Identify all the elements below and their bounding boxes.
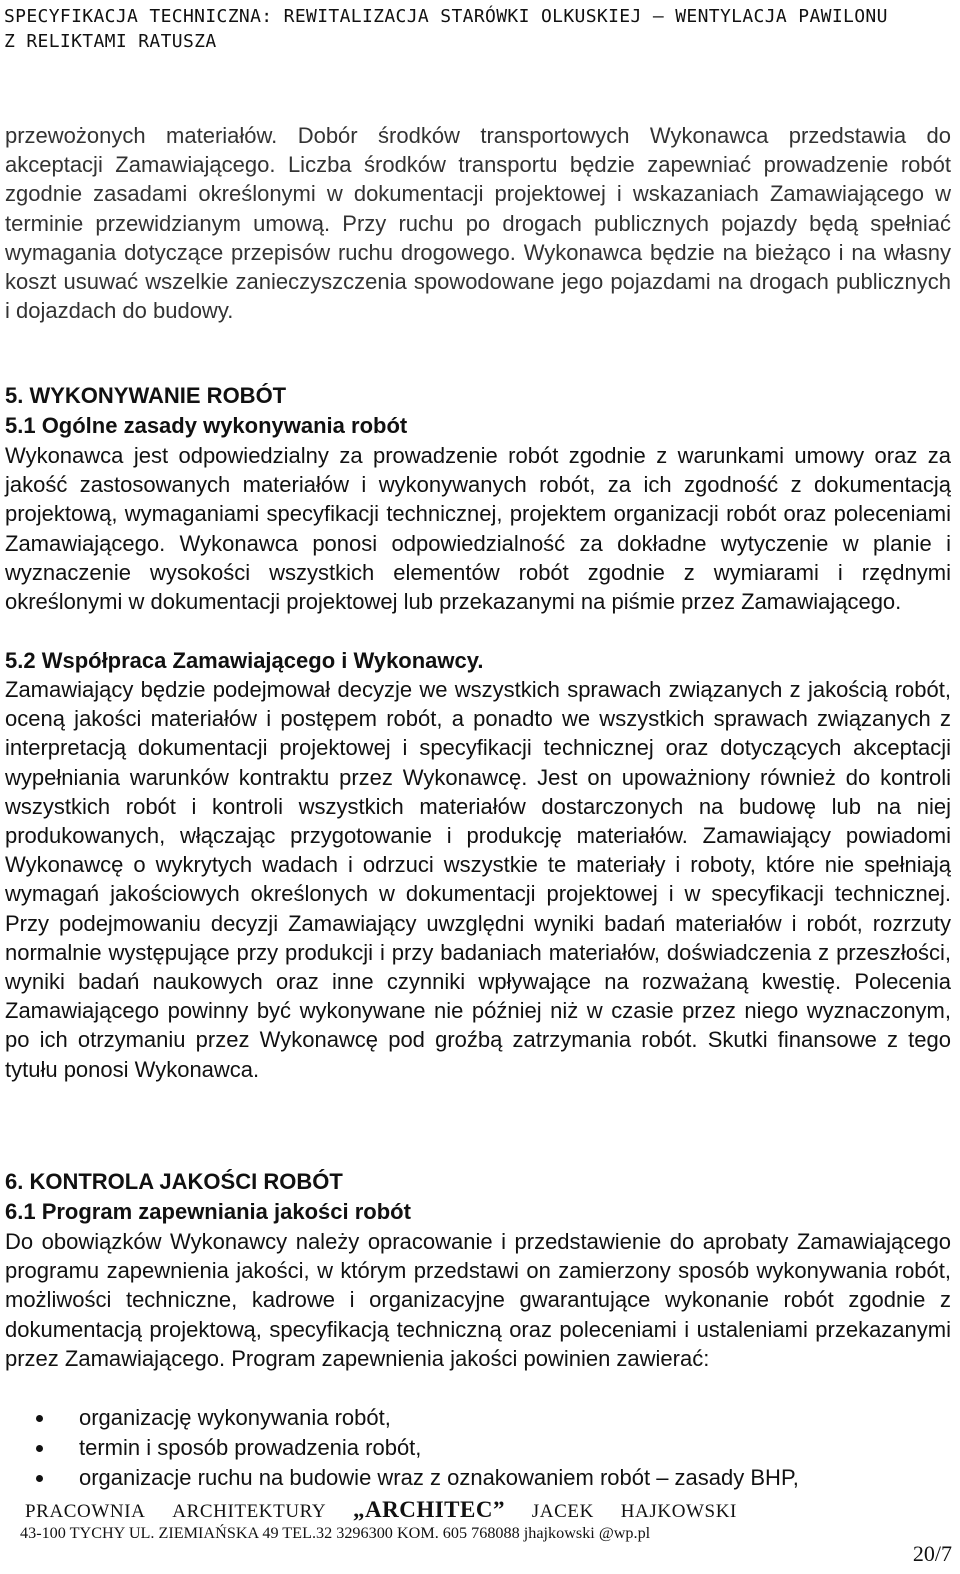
bullet-icon [36, 1415, 43, 1422]
list-item [0, 1433, 799, 1463]
paragraph-transport: przewożonych materiałów. Dobór środków transportowych Wykonawca przedstawia do akceptacji Zamawiającego. Liczba środków transportu będzie zapewniać prowadzenie robót zgodnie zasadami określonymi w dokumentacji projektowej i wskazaniach Zamawiającego w terminie przewidzianym umową. Przy ruchu po drogach publicznych pojazdy będą spełniać wymagania dotyczące przepisów ruchu drogowego. Wykonawca będzie na bieżąco i na własny koszt usuwać wszelkie zanieczyszczenia spowodowane jego pojazdami na drogach publicznych i dojazdach do budowy. [5, 123, 951, 324]
footer-word: PRACOWNIA [25, 1501, 146, 1522]
list-item-text: termin i sposób prowadzenia robót, [79, 1435, 422, 1460]
footer-word: JACEK [531, 1501, 594, 1522]
footer-word: HAJKOWSKI [620, 1501, 737, 1522]
paragraph-quality-program: Do obowiązków Wykonawcy należy opracowanie i przedstawienie do aprobaty Zamawiającego programu zapewnienia jakości, w którym przedstawi on zamierzony sposób wykonywania robót, możliwości techniczne, kadrowe i organizacyjne gwarantujące wykonanie robót zgodnie z dokumentacją projektową, specyfikacją techniczną oraz poleceniami i ustaleniami przekazanymi przez Zamawiającego. Program zapewnienia jakości powinien zawierać: [5, 1229, 951, 1371]
subsection-heading-5-2: 5.2 Współpraca Zamawiającego i Wykonawcy. [5, 648, 484, 673]
page-number: 20/7 [912, 1541, 952, 1566]
document-header [4, 4, 956, 54]
footer-word: ARCHITEKTURY [172, 1501, 327, 1522]
header-line-1: SPECYFIKACJA TECHNICZNA: REWITALIZACJA STARÓWKI OLKUSKIEJ – WENTYLACJA PAWILONU [4, 6, 888, 27]
quality-program-list [0, 1403, 799, 1493]
bullet-icon [36, 1475, 43, 1482]
list-item-text: organizację wykonywania robót, [79, 1405, 391, 1430]
subsection-heading-5-1: 5.1 Ogólne zasady wykonywania robót [5, 413, 408, 438]
subsection-heading-6-1: 6.1 Program zapewniania jakości robót [5, 1199, 411, 1224]
paragraph-general-rules: Wykonawca jest odpowiedzialny za prowadzenie robót zgodnie z warunkami umowy oraz za jakość zastosowanych materiałów i wykonywanych robót, za ich zgodność z dokumentacją projektową, wymaganiami specyfikacji technicznej, projektem organizacji robót oraz poleceniami Zamawiającego. Wykonawca ponosi odpowiedzialność za dokładne wytyczenie w planie i wyznaczenie wysokości wszystkich elementów robót zgodnie z wymiarami i rzędnymi określonymi w dokumentacji projektowej lub przekazanymi na piśmie przez Zamawiającego. [5, 443, 951, 615]
section-heading-6: 6. KONTROLA JAKOŚCI ROBÓT [5, 1169, 343, 1194]
footer-logo-text: „ARCHITEC” [353, 1497, 505, 1522]
section-heading-5: 5. WYKONYWANIE ROBÓT [5, 383, 287, 408]
footer-address: 43-100 TYCHY UL. ZIEMIAŃSKA 49 TEL.32 3296300 KOM. 605 768088 jhajkowski @wp.pl [20, 1524, 651, 1542]
bullet-icon [36, 1445, 43, 1452]
list-item [0, 1403, 799, 1433]
footer-studio-name [25, 1497, 737, 1523]
list-item [0, 1463, 799, 1493]
list-item-text: organizacje ruchu na budowie wraz z oznakowaniem robót – zasady BHP, [79, 1465, 799, 1490]
header-line-2: Z RELIKTAMI RATUSZA [4, 31, 217, 52]
paragraph-cooperation: Zamawiający będzie podejmował decyzje we wszystkich sprawach związanych z jakością robót, oceną jakości materiałów i postępem robót, a ponadto we wszystkich sprawach związanych z interpretacją dokumentacji projektowej i specyfikacji technicznej oraz dotyczących akceptacji wypełniania warunków kontraktu przez Wykonawcę. Jest on upoważniony również do kontroli wszystkich robót i kontroli wszystkich materiałów dostarczonych na budowę lub na niej produkowanych, włączając przygotowanie i produkcję materiałów. Zamawiający powiadomi Wykonawcę o wykrytych wadach i odrzuci wszystkie te materiały i roboty, które nie spełniają wymagań jakościowych określonych w dokumentacji projektowej i w specyfikacji technicznej. Przy podejmowaniu decyzji Zamawiający uwzględni wyniki badań materiałów i robót, rozrzuty normalnie występujące przy produkcji i przy badaniach materiałów, doświadczenia z przeszłości, wyniki badań naukowych oraz inne czynniki wpływające na rozważaną kwestię. Polecenia Zamawiającego powinny być wykonywane nie później niż w czasie przez niego wyznaczonym, po ich otrzymaniu przez Wykonawcę pod groźbą zatrzymania robót. Skutki finansowe z tego tytułu ponosi Wykonawca. [5, 677, 951, 1082]
